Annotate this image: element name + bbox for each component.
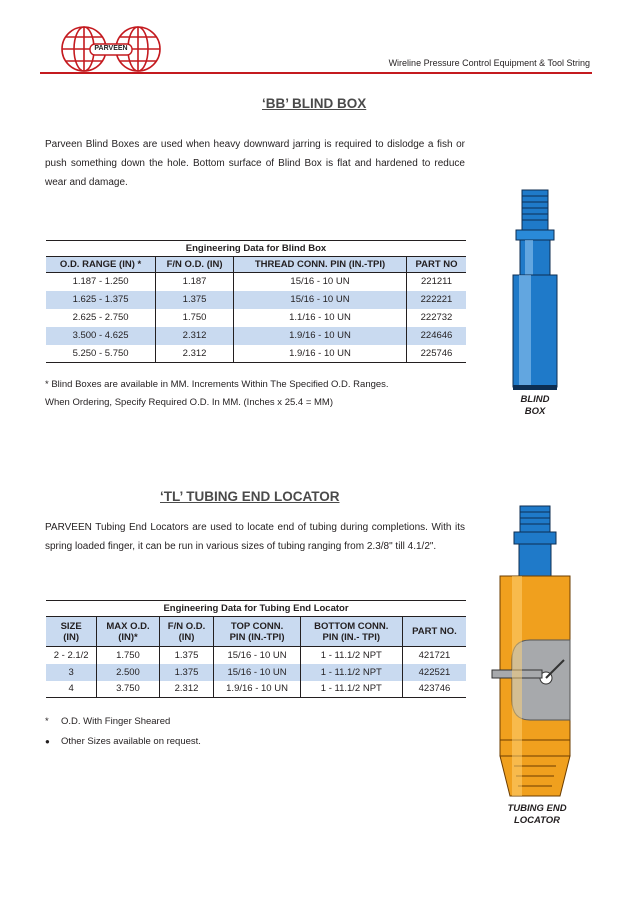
table-row: [46, 664, 466, 681]
table-cell: 421721: [402, 647, 466, 664]
table-cell: 225746: [407, 345, 467, 363]
bb-description: Parveen Blind Boxes are used when heavy downward jarring is required to dislodge a fish or push something down the hole. Bottom surface of Blind Box is flat and hardened to reduce wear and damage.: [45, 139, 465, 188]
table-cell: 1.1/16 - 10 UN: [234, 309, 407, 327]
table-cell: 2.312: [159, 681, 214, 698]
tl-col-header: PART NO.: [402, 617, 466, 647]
table-cell: 15/16 - 10 UN: [214, 664, 300, 681]
tl-col-header: MAX O.D. (IN)*: [97, 617, 159, 647]
tl-note-2: ● Other Sizes available on request.: [45, 736, 201, 747]
table-cell: 221211: [407, 273, 467, 291]
logo-text: PARVEEN: [94, 45, 128, 52]
bb-note: [45, 376, 475, 412]
tubing-end-locator-illustration: [486, 500, 586, 800]
table-cell: 1 - 11.1/2 NPT: [300, 681, 402, 698]
bb-col-header: THREAD CONN. PIN (IN.-TPI): [234, 257, 407, 273]
table-cell: 3: [46, 664, 97, 681]
table-cell: 1.750: [156, 309, 234, 327]
table-cell: 2.625 - 2.750: [72, 312, 129, 323]
bb-col-header: F/N O.D. (IN): [156, 257, 234, 273]
bb-col-header: PART NO: [407, 257, 467, 273]
bb-note-line-2: When Ordering, Specify Required O.D. In MM. (Inches x 25.4 = MM): [45, 397, 334, 408]
header-divider: [40, 72, 592, 74]
tl-section-title: ‘TL’ TUBING END LOCATOR: [160, 489, 340, 504]
table-cell: 422521: [402, 664, 466, 681]
table-cell: 5.250 - 5.750: [72, 347, 129, 359]
tubing-table-caption: Engineering Data for Tubing End Locator: [163, 603, 349, 614]
table-cell: 1.9/16 - 10 UN: [214, 681, 300, 698]
table-cell: 15/16 - 10 UN: [234, 291, 407, 309]
table-row: [46, 291, 466, 309]
table-cell: 3.750: [97, 681, 159, 698]
tl-col-header: BOTTOM CONN. PIN (IN.- TPI): [300, 617, 402, 647]
table-cell: 3.500 - 4.625: [46, 327, 156, 345]
table-cell: 1.375: [156, 291, 234, 309]
tubing-end-locator-label: TUBING END LOCATOR: [507, 803, 567, 826]
table-row: [46, 647, 466, 664]
bb-section-title: ‘BB’ BLIND BOX: [262, 96, 367, 111]
table-cell: 1.9/16 - 10 UN: [234, 345, 407, 363]
table-cell: 1.187 - 1.250: [72, 276, 129, 288]
table-cell: 222221: [407, 291, 467, 309]
table-row: [46, 309, 466, 327]
blind-box-table: [46, 240, 466, 363]
tl-col-header: SIZE (IN): [46, 617, 97, 647]
table-cell: 1.187: [156, 273, 234, 291]
blind-box-table-caption: Engineering Data for Blind Box: [185, 243, 327, 254]
table-cell: 15/16 - 10 UN: [234, 273, 407, 291]
table-cell: 222732: [407, 309, 467, 327]
table-row: [46, 681, 466, 698]
table-cell: 1.9/16 - 10 UN: [234, 327, 407, 345]
table-cell: 4: [68, 683, 74, 695]
table-cell: 423746: [402, 681, 466, 698]
table-cell: 1 - 11.1/2 NPT: [300, 664, 402, 681]
bb-col-header: O.D. RANGE (IN) *: [46, 257, 156, 273]
table-cell: 1.375: [159, 647, 214, 664]
tubing-end-locator-table: [46, 600, 466, 698]
table-cell: 2 - 2.1/2: [53, 649, 89, 661]
blind-box-label: BLIND BOX: [520, 394, 550, 417]
table-cell: 2.312: [156, 345, 234, 363]
table-row: [46, 327, 466, 345]
table-cell: 1.375: [159, 664, 214, 681]
table-cell: 2.312: [156, 327, 234, 345]
table-cell: 2.500: [97, 664, 159, 681]
blind-box-illustration: [505, 188, 565, 393]
company-logo: [60, 22, 162, 76]
tl-description: PARVEEN Tubing End Locators are used to locate end of tubing during completions. With its spring loaded finger, it can be run in various sizes of tubing ranging from 2.3/8" till 4.1/2".: [45, 522, 465, 552]
table-cell: 224646: [407, 327, 467, 345]
tl-col-header: TOP CONN. PIN (IN.-TPI): [214, 617, 300, 647]
table-row: [46, 273, 466, 291]
tl-col-header: F/N O.D. (IN): [159, 617, 214, 647]
table-cell: 1.750: [97, 647, 159, 664]
table-cell: 1.625 - 1.375: [46, 291, 156, 309]
table-cell: 15/16 - 10 UN: [214, 647, 300, 664]
table-row: [46, 345, 466, 363]
table-cell: 1 - 11.1/2 NPT: [300, 647, 402, 664]
tl-notes: [45, 713, 345, 751]
tl-note-1: * O.D. With Finger Sheared: [45, 716, 171, 727]
header-tagline: Wireline Pressure Control Equipment & Tool String: [388, 58, 590, 68]
bb-note-line-1: * Blind Boxes are available in MM. Increments Within The Specified O.D. Ranges.: [45, 379, 389, 390]
